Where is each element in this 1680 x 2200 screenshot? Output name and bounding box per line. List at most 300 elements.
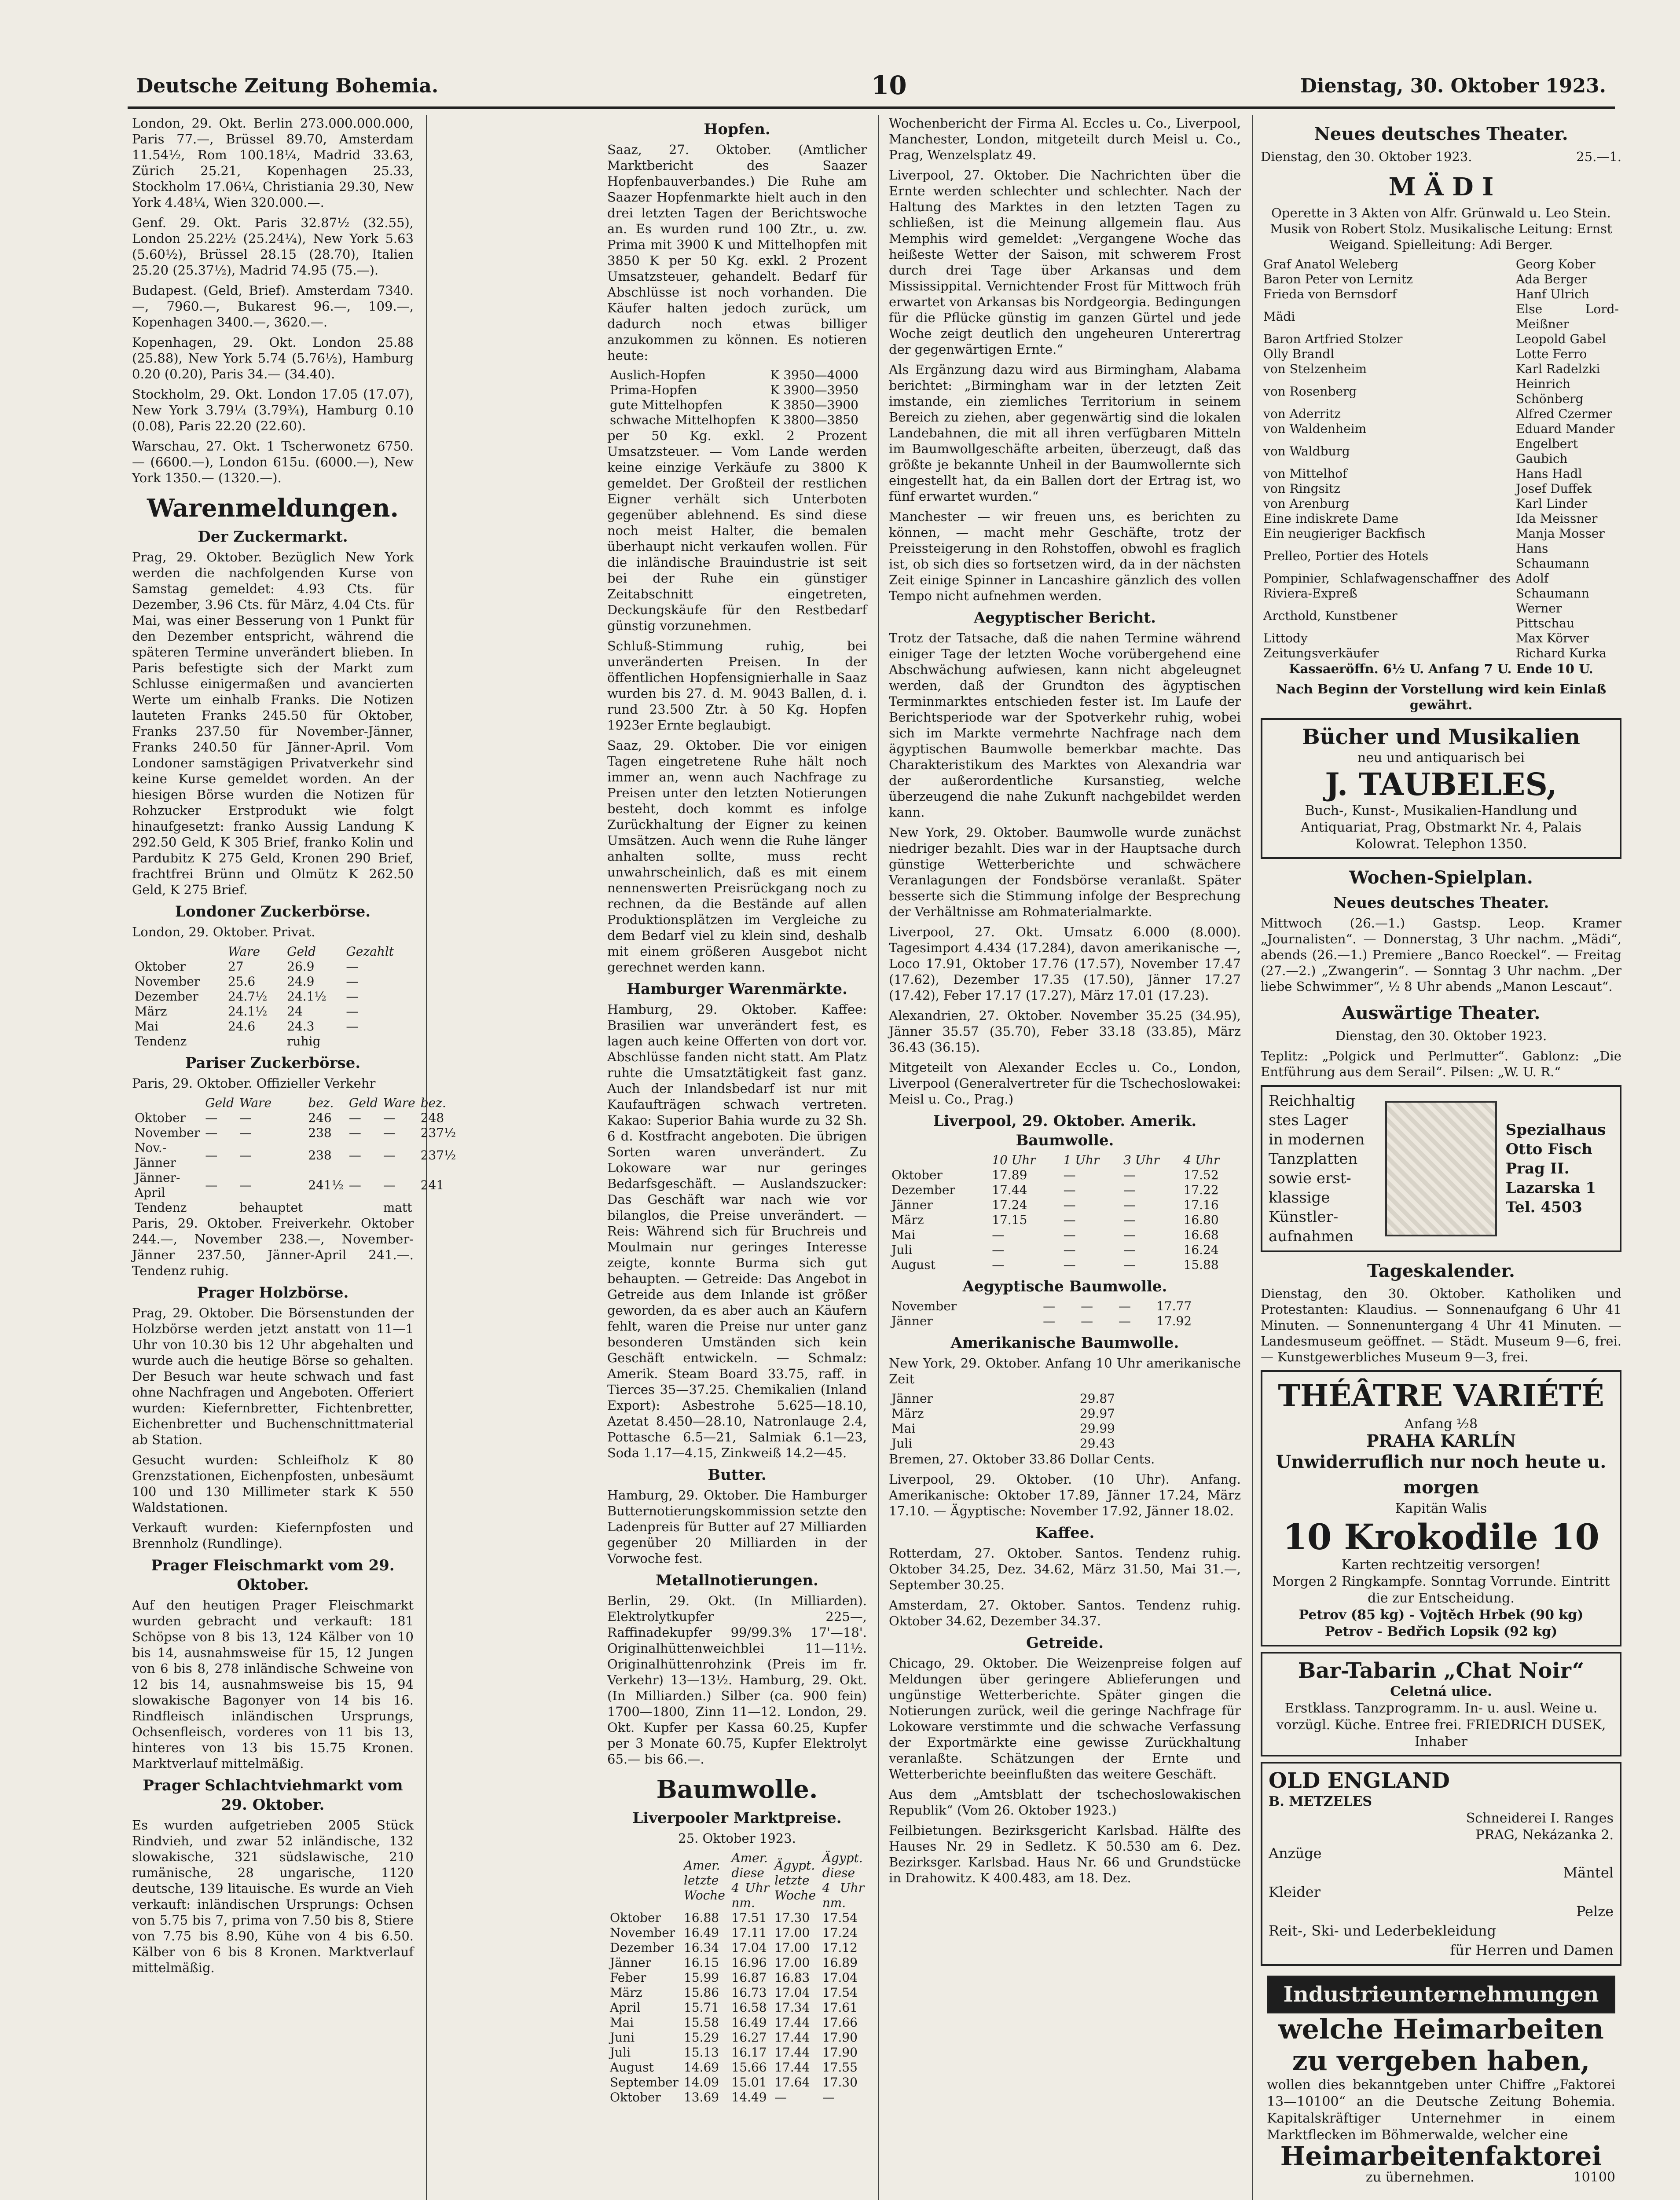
- table-row: [607, 1925, 867, 1940]
- table-row: [1261, 272, 1621, 287]
- table-row: [607, 368, 867, 383]
- table-cell: 16.89: [822, 1955, 858, 1970]
- table-cell: —: [383, 1111, 396, 1125]
- ad-otto-line: Prag II.: [1505, 1160, 1570, 1177]
- table-row: [1261, 362, 1621, 377]
- table-cell: 237½: [420, 1148, 456, 1162]
- exchange-paragraph: Warschau, 27. Okt. 1 Tscherwonetz 6750.— (6600.—), London 615u. (6000.—), New York 1350.— (1320.—).: [132, 439, 414, 485]
- table-row: [607, 413, 867, 428]
- london-zucker-table: [132, 944, 414, 1049]
- feilbietungen-text: Feilbietungen. Bezirksgericht Karlsbad. Hälfte des Hauses Nr. 29 in Sedletz. K 50.530 am 6. Dez. Bezirksger. Karlsbad. Haus Nr. 66 und Grundstücke in Drahowitz. K 400.483, am 18. Dez.: [889, 1823, 1241, 1885]
- table-cell: —: [1081, 1314, 1093, 1328]
- table-cell: —: [1063, 1258, 1076, 1272]
- ad-eng-title: OLD ENGLAND: [1269, 1768, 1450, 1793]
- ad-variete-fight1: Petrov (85 kg) - Vojtěch Hrbek (90 kg): [1299, 1607, 1584, 1623]
- table-cell: November: [135, 1126, 200, 1140]
- table-cell: —: [1119, 1299, 1131, 1313]
- table-cell: 15.13: [683, 2045, 719, 2060]
- table-row: [1261, 332, 1621, 347]
- table-cell: Heinrich Schönberg: [1515, 377, 1584, 406]
- table-cell: 16.73: [731, 1985, 767, 2000]
- hamburger-text: Hamburg, 29. Oktober. Kaffee: Brasilien war unverändert fest, es lagen auch keine Offerten von dort vor. Abschlüsse fanden nicht statt. Am Platz ruhte die Umsatztätigkeit fast ganz. Auch der Inlandsbedarf ist nur mit Kaufaufträgen schwach vertreten. Kakao: Superior Bahia wurde zu 32 Sh. 6 d. Kostfracht angeboten. Die übrigen Sorten waren unverändert. Zu Lokoware war nur geringes Bedarfsgeschäft. — Auslandszucker: Das Geschäft war nach wie vor bilanglos, die Preise unverändert. — Reis: Während sich für Bruchreis und Moulmain nur geringes Interesse zeigte, konnte Burma sich gut behaupten. — Getreide: Das Angebot in Getreide aus dem Inlande ist größer geworden, da es aber auch an Käufern fehlt, waren die Preise nur unter ganz besonderen Umständen sich kein Geschäft entwickeln. — Schmalz: Amerik. Steam Board 33.75, raff. in Tierces 35—37.25. Chemikalien (Inland Export): Asbestrohe 5.625—18.10, Azetat 8.450—28.10, Natronlauge 2.4, Pottasche 6.5—21, Salmiak 6.1—23, Soda 1.17—4.15, Zinkweiß 14.2—45.: [607, 1002, 867, 1460]
- table-cell: 14.49: [731, 2090, 767, 2105]
- ad-eng-item: Reit-, Ski- und Lederbekleidung: [1269, 1922, 1496, 1939]
- exchange-paragraph: London, 29. Okt. Berlin 273.000.000.000, Paris 77.—, Brüssel 89.70, Amsterdam 11.54½, Rom 100.18¼, Madrid 33.63, Zürich 25.21, Kopenhagen 25.33, Stockholm 17.06¼, Christiania 29.30, New York 4.48¼, Wien 320.000.—.: [132, 116, 414, 210]
- table-cell: 17.44: [774, 2030, 810, 2045]
- lp-amer-title: Liverpool, 29. Oktober. Amerik. Baumwolle.: [933, 1112, 1197, 1149]
- table-cell: 17.64: [774, 2075, 810, 2090]
- ad-taubeles-title: Bücher und Musikalien: [1302, 725, 1580, 749]
- table-cell: ruhig: [287, 1034, 321, 1049]
- theater-desc: Operette in 3 Akten von Alfr. Grünwald u. Leo Stein. Musik von Robert Stolz. Musikalische Leitung: Ernst Weigand. Spielleitung: Adi Berger.: [1270, 205, 1612, 252]
- table-cell: von Mittelhof: [1263, 466, 1347, 481]
- table-cell: 29.43: [1079, 1436, 1115, 1451]
- table-row: [1261, 496, 1621, 511]
- table-row: [1261, 287, 1621, 302]
- table-row: [132, 1140, 459, 1170]
- column-2: [607, 115, 867, 2200]
- paris-note: Paris, 29. Oktober. Freiverkehr. Oktober 244.—, November 238.—, November-Jänner 237.50, Jänner-April 241.—. Tendenz ruhig.: [132, 1216, 414, 1278]
- table-cell: von Ringsitz: [1263, 481, 1340, 496]
- ad-ind-end: zu übernehmen.: [1365, 2170, 1475, 2185]
- table-cell: Manja Mosser: [1515, 526, 1605, 541]
- table-cell: [202, 1200, 237, 1215]
- schluss-text: Schluß-Stimmung ruhig, bei unveränderten Preisen. In der öffentlichen Hopfensignierhalle in Saaz wurden bis 27. d. M. 9043 Ballen, d. i. rund 23.500 Ztr. à 50 Kg. Hopfen 1923er Ernte beglaubigt.: [607, 638, 867, 733]
- ad-otto-left: [1269, 1091, 1376, 1246]
- table-cell: 17.16: [1183, 1198, 1219, 1212]
- table-cell: Jänner: [891, 1314, 933, 1328]
- baumwolle-table: [607, 1851, 867, 2105]
- holz-text: Prag, 29. Oktober. Die Börsenstunden der Holzbörse werden jetzt anstatt von 11—1 Uhr von 10.30 bis 12 Uhr abgehalten und wurde auch die heutige Börse so gehalten. Der Besuch war heute schwach und fast ohne Nachfragen und Angeboten. Offeriert wurden: Kiefernbretter, Fichtenbretter, Eichenbretter und Buchenschnittmaterial ab Station.: [132, 1305, 414, 1447]
- table-row: [607, 2060, 867, 2075]
- baumwolle-date: 25. Oktober 1923.: [678, 1831, 796, 1846]
- table-cell: 24.3: [287, 1019, 315, 1034]
- table-cell: —: [346, 989, 359, 1004]
- table-cell: 17.54: [822, 1985, 858, 2000]
- metall-title: Metallnotierungen.: [656, 1572, 818, 1589]
- ad-noir-title: Bar-Tabarin „Chat Noir“: [1298, 1658, 1585, 1683]
- ad-taubeles-sub: neu und antiquarisch bei: [1357, 750, 1525, 766]
- column-divider: [878, 115, 879, 2200]
- ad-taubeles: [1261, 718, 1621, 859]
- ad-ind-sub: welche Heimarbeiten zu vergeben haben,: [1278, 2013, 1604, 2077]
- ad-eng-item: Kleider: [1269, 1884, 1321, 1900]
- page-number: 10: [871, 70, 907, 100]
- table-row: [889, 1228, 1241, 1243]
- birmingham-text: Als Ergänzung dazu wird aus Birmingham, Alabama berichtet: „Birmingham war in der letzten Zeit imstande, ein ziemliches Territorium in seinem Bereich zu ziehen, aber gegenwärtig sind die lokalen Landebahnen, die mit all ihren verfügbaren Mitteln im Baumwollgeschäfte arbeiten, überzeugt, daß das größte je bekannte Unheil in der Baumwollernte sich eingestellt hat, da ein Ballen dort der Ertrag ist, wo fünf erwartet wurden.“: [889, 362, 1241, 504]
- ad-industrie: [1261, 1971, 1621, 2190]
- table-cell: 16.87: [731, 1970, 767, 1985]
- table-row: [607, 1940, 867, 1955]
- table-row: [132, 959, 414, 974]
- manchester-text: Manchester — wir freuen uns, es berichten zu können, — macht mehr Geschäfte, trotz der Preissteigerung in den Rohstoffen, obwohl es fraglich ist, ob sich dies so fortsetzen wird, da in der nächsten Zeit einige Spinner in Lancashire gänzlich des vollen Tempo nicht aufnehmen werden.: [889, 509, 1241, 603]
- table-cell: 15.86: [683, 1985, 719, 2000]
- table-cell: 24.6: [227, 1019, 256, 1034]
- table-cell: Richard Kurka: [1515, 646, 1607, 660]
- table-cell: März: [610, 1985, 642, 2000]
- table-row: [607, 398, 867, 413]
- table-cell: 17.89: [992, 1168, 1027, 1182]
- table-cell: Mai: [891, 1228, 916, 1242]
- table-cell: Juli: [610, 2045, 631, 2060]
- table-cell: 29.87: [1079, 1391, 1115, 1406]
- table-header-cell: Geld: [348, 1096, 378, 1110]
- table-row: [1261, 601, 1621, 631]
- ad-noir-sub: Celetná ulice.: [1390, 1684, 1492, 1699]
- table-cell: —: [1063, 1168, 1076, 1182]
- table-cell: —: [205, 1111, 218, 1125]
- ad-eng-city: PRAG, Nekázanka 2.: [1475, 1827, 1614, 1843]
- table-row: [1261, 436, 1621, 466]
- table-row: [132, 989, 414, 1004]
- bremen-text: Bremen, 27. Oktober 33.86 Dollar Cents.: [889, 1452, 1155, 1467]
- subsection-title-zucker: Der Zuckermarkt.: [198, 528, 348, 546]
- table-cell: 17.44: [774, 2015, 810, 2030]
- table-header-cell: Geld: [287, 944, 316, 959]
- table-cell: [418, 1200, 459, 1215]
- table-header-cell: Geld: [205, 1096, 235, 1110]
- table-cell: —: [992, 1243, 1005, 1257]
- ad-chat-noir: [1261, 1652, 1621, 1756]
- table-cell: —: [822, 2090, 835, 2105]
- table-row: [889, 1421, 1241, 1436]
- table-cell: —: [1043, 1314, 1056, 1328]
- table-cell: —: [1043, 1299, 1056, 1313]
- auswaertig-text: Teplitz: „Polgick und Perlmutter“. Gablonz: „Die Entführung aus dem Serail“. Pilsen: „W. U. R.“: [1261, 1049, 1621, 1079]
- table-row: [889, 1299, 1241, 1314]
- table-cell: 17.04: [731, 1940, 767, 1955]
- table-cell: Juli: [891, 1243, 913, 1257]
- ad-eng-addr: Schneiderei I. Ranges: [1466, 1811, 1614, 1826]
- table-cell: Oktober: [891, 1168, 943, 1182]
- table-cell: Josef Duffek: [1515, 481, 1592, 496]
- table-cell: August: [610, 2060, 654, 2075]
- table-cell: 17.92: [1156, 1314, 1192, 1328]
- aegypt-text: Trotz der Tatsache, daß die nahen Termine während einiger Tage der letzten Woche vorübergehend eine Abschwächung aufwiesen, kann nicht abgeleugnet werden, daß der Grundton des ägyptischen Terminmarktes entschieden fester ist. Im Laufe der Berichtsperiode war der Spotverkehr ruhig, wobei sich im Markte vermehrte Nachfrage nach dem ägyptischen Baumwolle bemerkbar machte. Das Charakteristikum des Marktes von Alexandria war der außerordentliche Kursanstieg, welche überzeugend die nahe Zukunft nachgebildet werden kann.: [889, 631, 1241, 820]
- table-cell: —: [1063, 1198, 1076, 1212]
- table-row: [1261, 407, 1621, 422]
- table-cell: 24.9: [287, 974, 315, 989]
- table-cell: November: [610, 1925, 675, 1940]
- table-cell: Graf Anatol Weleberg: [1263, 257, 1399, 271]
- ad-otto-line: klassige: [1269, 1189, 1330, 1206]
- table-cell: 16.24: [1183, 1243, 1219, 1257]
- zucker-text: Prag, 29. Oktober. Bezüglich New York werden die nachfolgenden Kurse von Samstag gemeldet: 4.93 Cts. für Dezember, 3.96 Cts. für März, 4.04 Cts. für Mai, was einer Besserung von 1 Punkt für den Dezember entspricht, während die späteren Termine unverändert blieben. In Paris befestigte sich der Markt zum Schlusse einigermaßen und avancierten Werte um einhalb Franks. Die Notizen lauteten Franks 245.50 für Oktober, Franks 237.50 für November-Jänner, Franks 240.50 für Jänner-April. Vom Londoner samstägigen Privatverkehr sind keine Kurse gemeldet worden. An der hiesigen Börse wurden die Notizen für Rohzucker Erstprodukt wie folgt hinaufgesetzt: franko Aussig Landung K 292.50 Geld, K 305 Brief, franko Kolin und Pardubitz K 275 Geld, Kronen 290 Brief, frachtfrei Brünn und Olmütz K 262.50 Geld, K 275 Brief.: [132, 550, 414, 897]
- table-cell: 17.66: [822, 2015, 858, 2030]
- theater-times: Kassaeröffn. 6½ U. Anfang 7 U. Ende 10 U.: [1289, 661, 1593, 676]
- hopfen-title: Hopfen.: [704, 121, 770, 138]
- ad-otto-line: in modernen: [1269, 1131, 1365, 1148]
- table-row: [889, 1198, 1241, 1213]
- chicago-text: Chicago, 29. Oktober. Die Weizenpreise folgen auf Meldungen über geringere Ablieferungen und ungünstige Wetterberichte. Später gingen die Notierungen zurück, weil die geringe Nachfrage für Lokoware verstimmte und die schwache Verfassung der Exportmärkte eine gewisse Zurückhaltung veranlaßte. Schätzungen der Ernte und Wetterberichte beeinflußten das weitere Geschäft.: [889, 1656, 1241, 1782]
- tages-text: Dienstag, den 30. Oktober. Katholiken und Protestanten: Klaudius. — Sonnenaufgang 6 Uhr 41 Minuten. — Sonnenuntergang 4 Uhr 41 Minuten. — Landesmuseum geöffnet. — Städt. Museum 9—6, frei. — Kunstgewerbliches Museum 9—3, frei.: [1261, 1286, 1621, 1364]
- table-cell: —: [239, 1111, 252, 1125]
- ad-taubeles-addr: Buch-, Kunst-, Musikalien-Handlung und Antiquariat, Prag, Obstmarkt Nr. 4, Palais Kolowrat. Telephon 1350.: [1300, 803, 1582, 852]
- lp-aeg-title: Aegyptische Baumwolle.: [962, 1278, 1167, 1295]
- newspaper-title: Deutsche Zeitung Bohemia.: [136, 75, 439, 97]
- table-cell: Mai: [891, 1421, 916, 1436]
- table-cell: —: [1123, 1183, 1136, 1197]
- table-cell: matt: [383, 1200, 412, 1215]
- ad-variete-sunday: Morgen 2 Ringkampfe. Sonntag Vorrunde. Eintritt die zur Entscheidung.: [1272, 1574, 1610, 1606]
- ad-otto-line: Tanzplatten: [1269, 1150, 1358, 1168]
- table-row: [1261, 541, 1621, 571]
- table-cell: Ein neugieriger Backfisch: [1263, 526, 1426, 541]
- table-cell: —: [1063, 1213, 1076, 1227]
- table-row: [607, 2090, 867, 2105]
- table-cell: Zeitungsverkäufer: [1263, 646, 1379, 660]
- table-cell: —: [1123, 1243, 1136, 1257]
- table-cell: —: [348, 1111, 361, 1125]
- paris-zucker-head: Paris, 29. Oktober. Offizieller Verkehr: [132, 1076, 376, 1091]
- table-cell: Ida Meissner: [1515, 511, 1598, 526]
- table-cell: 27: [227, 959, 244, 974]
- table-cell: 16.34: [683, 1940, 719, 1955]
- auswaertig-date: Dienstag, den 30. Oktober 1923.: [1335, 1028, 1547, 1043]
- ad-otto-line: Otto Fisch: [1505, 1140, 1592, 1158]
- table-cell: [346, 1200, 381, 1215]
- ad-variete-title: THÉÂTRE VARIÉTÉ: [1278, 1379, 1604, 1414]
- table-row: [1261, 571, 1621, 601]
- table-cell: Jänner: [891, 1391, 933, 1406]
- exchange-paragraph: Stockholm, 29. Okt. London 17.05 (17.07), New York 3.79¼ (3.79¾), Hamburg 0.10 (0.08), Paris 22.20 (22.60).: [132, 387, 414, 433]
- table-cell: Juni: [610, 2030, 635, 2045]
- table-cell: 16.96: [731, 1955, 767, 1970]
- table-row: [132, 1111, 459, 1126]
- wochen-text: Mittwoch (26.—1.) Gastsp. Leop. Kramer „Journalisten“. — Donnerstag, 3 Uhr nachm. „Mädi“, abends (26.—1.) Premiere „Banco Roeckel“. — Freitag (27.—2.) „Zwangerin“. — Sonntag 3 Uhr nachm. „Der liebe Schwimmer“, ½ 8 Uhr abends „Manon Lescaut“.: [1261, 916, 1621, 994]
- ad-eng-item: für Herren und Damen: [1450, 1942, 1614, 1958]
- table-cell: 13.69: [683, 2090, 719, 2105]
- table-cell: 238: [308, 1148, 332, 1162]
- liverpool2-text: Liverpool, 29. Oktober. (10 Uhr). Anfang. Amerikanische: Oktober 17.89, Jänner 17.24, März 17.10. — Ägyptische: November 17.92, Jänner 18.02.: [889, 1472, 1241, 1518]
- table-cell: 17.11: [731, 1925, 767, 1940]
- column-3: [889, 115, 1241, 2200]
- amsterdam-text: Amsterdam, 27. Oktober. Santos. Tendenz ruhig. Oktober 34.62, Dezember 34.37.: [889, 1598, 1241, 1628]
- table-cell: 17.55: [822, 2060, 858, 2075]
- hopfen-text-2: per 50 Kg. exkl. 2 Prozent Umsatzsteuer. — Vom Lande werden keine einzige Verkäufe zu 3800 K gemeldet. Der Großteil der restlichen Eigner verhält sich Unterboten gegenüber ablehnend. Es sind diese noch meist Halter, die bemalen überhaupt nicht verkaufen wollen. Für die inländische Brauindustrie ist seit bei der Ruhe ein günstiger Zeitabschnitt eingetreten, Deckungskäufe für den Restbedarf günstig vorzunehmen.: [607, 428, 867, 633]
- table-cell: —: [1119, 1314, 1131, 1328]
- table-cell: Nov.-Jänner: [135, 1140, 176, 1170]
- table-cell: [305, 1200, 346, 1215]
- table-cell: von Arenburg: [1263, 496, 1350, 511]
- table-cell: gute Mittelhopfen: [610, 398, 723, 412]
- table-cell: Prelleo, Portier des Hotels: [1263, 549, 1429, 563]
- table-cell: 17.77: [1156, 1299, 1192, 1313]
- table-cell: —: [1063, 1183, 1076, 1197]
- table-cell: —: [346, 974, 359, 989]
- table-cell: Ada Berger: [1515, 272, 1588, 286]
- table-header-cell: [132, 944, 225, 959]
- table-cell: 17.24: [992, 1198, 1027, 1212]
- theater-abo: 25.—1.: [1576, 149, 1621, 164]
- paris-zucker-title: Pariser Zuckerbörse.: [185, 1054, 361, 1072]
- table-row: [1261, 646, 1621, 661]
- ad-variete-fight2: Petrov - Bedřich Lopsik (92 kg): [1324, 1624, 1558, 1639]
- ny-head: New York, 29. Oktober. Anfang 10 Uhr amerikanische Zeit: [889, 1356, 1241, 1386]
- table-header-cell: 10 Uhr: [992, 1153, 1036, 1167]
- theater-note: Nach Beginn der Vorstellung wird kein Einlaß gewährt.: [1276, 682, 1607, 712]
- table-cell: —: [1063, 1228, 1076, 1242]
- table-cell: 15.71: [683, 2000, 719, 2015]
- table-cell: 24.7½: [227, 989, 268, 1004]
- exchange-paragraph: Genf. 29. Okt. Paris 32.87½ (32.55), London 25.22½ (25.24¼), New York 5.63 (5.60½), Brüssel 28.15 (28.70), Italien 25.20 (25.37½), Madrid 74.95 (75.—).: [132, 215, 414, 278]
- ad-ind-num: 10100: [1573, 2170, 1615, 2185]
- table-cell: November: [135, 974, 200, 989]
- table-cell: Karl Linder: [1515, 496, 1588, 511]
- table-cell: 15.66: [731, 2060, 767, 2075]
- table-cell: Jänner: [891, 1198, 933, 1212]
- schlacht-text: Es wurden aufgetrieben 2005 Stück Rindvieh, und zwar 52 inländische, 132 slowakische, 321 südslawische, 210 rumänische, 28 ungarische, 1120 deutsche, 139 litauische. Es wurde an Vieh verkauft: inländischen Ursprungs: Ochsen von 5.75 bis 7, prima von 7.50 bis 8, Stiere von 7.75 bis 8.90, Kühe von 4 bis 6.50. Kälber von 6 bis 8 Kronen. Marktverlauf mittelmäßig.: [132, 1818, 414, 1975]
- table-cell: Alfred Czermer: [1515, 407, 1612, 421]
- table-cell: Olly Brandl: [1263, 347, 1335, 361]
- table-row: [889, 1168, 1241, 1183]
- table-cell: 24: [287, 1004, 303, 1019]
- ad-otto-line: Reichhaltig: [1269, 1092, 1355, 1110]
- table-cell: März: [891, 1406, 924, 1421]
- table-cell: 15.29: [683, 2030, 719, 2045]
- table-cell: —: [1123, 1168, 1136, 1182]
- table-cell: Baron Artfried Stolzer: [1263, 332, 1403, 346]
- table-cell: Feber: [610, 1970, 646, 1985]
- hopfen-text: Saaz, 27. Oktober. (Amtlicher Marktbericht des Saazer Hopfenbauverbandes.) Die Ruhe am Saazer Hopfenmarkte hielt auch in den drei letzten Tagen der Berichtswoche an. Es wurden rund 100 Ztr., u. zw. Prima mit 3900 K und Mittelhopfen mit 3850 K per 50 Kg. exkl. 2 Prozent Umsatzsteuer, gehandelt. Bedarf für Abschlüsse ist noch vorhanden. Die Käufer halten jedoch zurück, um dadurch noch etwas billiger anzukommen zu können. Es notieren heute:: [607, 142, 867, 363]
- table-cell: 17.04: [774, 1985, 810, 2000]
- table-cell: —: [348, 1126, 361, 1140]
- table-row: [1261, 511, 1621, 526]
- kaffee-title: Kaffee.: [1035, 1524, 1095, 1542]
- table-row: [1261, 526, 1621, 541]
- ad-ind-title: Industrieunternehmungen: [1267, 1976, 1615, 2013]
- table-cell: Littody: [1263, 631, 1308, 645]
- table-row: [132, 974, 414, 989]
- table-cell: —: [774, 2090, 787, 2105]
- table-cell: 16.58: [731, 2000, 767, 2015]
- liverpool27-text: Liverpool, 27. Okt. Umsatz 6.000 (8.000). Tagesimport 4.434 (17.284), davon amerikanische —, Loco 17.91, Oktober 17.76 (17.57), November 17.47 (17.62), Dezember 17.35 (17.50), Jänner 17.27 (17.42), Feber 17.17 (17.27), März 17.01 (17.23).: [889, 924, 1241, 1003]
- table-cell: Jänner: [610, 1955, 651, 1970]
- metall-text: Berlin, 29. Okt. (In Milliarden). Elektrolytkupfer 225—, Raffinadekupfer 99/99.3% 17'—18'. Originalhüttenweichblei 11—11½. Originalhüttenrohzink (Preis im fr. Verkehr) 13—13½. Hamburg, 29. Okt. (In Milliarden.) Silber (ca. 900 fein) 1700—1800, Zinn 11—12. London, 29. Okt. Kupfer per Kassa 60.25, Kupfer per 3 Monate 60.75, Kupfer Elektrolyt 65.— bis 66.—.: [607, 1593, 867, 1767]
- table-cell: Tendenz: [135, 1200, 187, 1215]
- ad-ind-big: Heimarbeitenfaktorei: [1280, 2141, 1602, 2172]
- ad-otto-line: Künstler-: [1269, 1208, 1339, 1226]
- getreide-title: Getreide.: [1026, 1634, 1104, 1652]
- table-cell: November: [891, 1299, 957, 1313]
- table-header-cell: Ware: [239, 1096, 272, 1110]
- table-cell: Dezember: [610, 1940, 674, 1955]
- table-cell: Arcthold, Kunstbener: [1263, 609, 1398, 623]
- paris-zucker-table: [132, 1096, 459, 1215]
- table-cell: März: [891, 1213, 924, 1227]
- exchange-paragraph: Kopenhagen, 29. Okt. London 25.88 (25.88), New York 5.74 (5.76½), Hamburg 0.20 (0.20), Paris 34.— (34.40).: [132, 335, 414, 381]
- table-row: [889, 1314, 1241, 1329]
- table-cell: 15.88: [1183, 1258, 1219, 1272]
- hopfen-price-table: [607, 368, 867, 428]
- schlacht-title: Prager Schlachtviehmarkt vom 29. Oktober.: [143, 1777, 403, 1814]
- table-header-cell: 4 Uhr: [1183, 1153, 1220, 1167]
- table-cell: 24.1½: [227, 1004, 268, 1019]
- fleisch-text: Auf den heutigen Prager Fleischmarkt wurden gebracht und verkauft: 181 Schöpse von 8 bis 13, 124 Kälber von 10 bis 14, ausnahmsweise für 15, 12 Jungen von 6 bis 8, 278 inländische Schweine von 12 bis 14, ausnahmsweise bis 15, 94 slowakische Bagonyer von 14 bis 16. Rindfleisch inländischen Ursprungs, Ochsenfleisch, vorderes von 11 bis 13, hinteres von 13 bis 15.75 Kronen. Marktverlauf mittelmäßig.: [132, 1598, 414, 1771]
- table-row: [132, 1200, 459, 1215]
- table-row: [607, 2075, 867, 2090]
- hamburger-title: Hamburger Warenmärkte.: [627, 980, 847, 998]
- table-cell: 238: [308, 1126, 332, 1140]
- table-cell: 17.44: [992, 1183, 1027, 1197]
- tages-title: Tageskalender.: [1367, 1261, 1515, 1281]
- table-cell: K 3950—4000: [770, 368, 858, 382]
- newyork-text: New York, 29. Oktober. Baumwolle wurde zunächst niedriger bezahlt. Dies war in der Hauptsache durch günstige Wetterberichte und schwächere Veranlagungen der Fondsbörse veranlaßt. Später besserte sich die Stimmung infolge der Besprechung der Verhältnisse am Rohmaterialmarkte.: [889, 825, 1241, 919]
- ad-variete-slogan: Unwiderruflich nur noch heute u. morgen: [1276, 1452, 1607, 1498]
- section-title-warenmeldungen: Warenmeldungen.: [147, 494, 399, 523]
- table-cell: 16.49: [731, 2015, 767, 2030]
- table-cell: 16.27: [731, 2030, 767, 2045]
- table-cell: 17.12: [822, 1940, 858, 1955]
- table-cell: Hanf Ulrich: [1515, 287, 1589, 301]
- table-cell: Juli: [891, 1436, 913, 1451]
- table-cell: Max Körver: [1515, 631, 1589, 645]
- table-cell: 17.30: [774, 1910, 810, 1925]
- saaz-text: Saaz, 29. Oktober. Die vor einigen Tagen eingetretene Ruhe hält noch immer an, wenn auch Nachfrage zu Preisen unter den letzten Notierungen besteht, doch kommt es infolge Zurückhaltung der Eigner zu keinen Umsätzen. Auch wenn die Ruhe länger anhalten sollte, muss recht unwahrscheinlich, daß es mit einem nennenswerten Preisrückgang noch zu rechnen, da die Bestände auf allen Produktionsplätzen im Vergleiche zu dem Bedarf viel zu klein sind, deshalb mit einem größeren Ausgebot nicht gerechnet werden kann.: [607, 738, 867, 975]
- table-row: [607, 1970, 867, 1985]
- wochen-sub: Neues deutsches Theater.: [1333, 894, 1549, 912]
- table-cell: Frieda von Bernsdorf: [1263, 287, 1397, 301]
- table-cell: Eine indiskrete Dame: [1263, 511, 1399, 526]
- table-cell: 14.69: [683, 2060, 719, 2075]
- table-cell: Oktober: [610, 1910, 661, 1925]
- table-cell: September: [610, 2075, 679, 2090]
- gesucht-text: Gesucht wurden: Schleifholz K 80 Grenzstationen, Eichenpfosten, unbesäumt 100 und 130 Millimeter stark K 550 Waldstationen.: [132, 1452, 414, 1515]
- table-cell: —: [1123, 1258, 1136, 1272]
- table-cell: 17.52: [1183, 1168, 1219, 1182]
- table-row: [1261, 302, 1621, 332]
- aegypt-title: Aegyptischer Bericht.: [973, 609, 1156, 627]
- table-cell: —: [346, 1019, 359, 1034]
- ad-taubeles-name: J. TAUBELES,: [1325, 766, 1557, 803]
- table-cell: 246: [308, 1111, 332, 1125]
- ad-eng-name: B. METZELES: [1269, 1794, 1372, 1809]
- ad-variete-ticket: Karten rechtzeitig versorgen!: [1341, 1557, 1541, 1573]
- table-row: [132, 1004, 414, 1019]
- table-cell: 16.15: [683, 1955, 719, 1970]
- table-cell: Auslich-Hopfen: [610, 368, 706, 382]
- table-row: [607, 2015, 867, 2030]
- table-cell: Leopold Gabel: [1515, 332, 1606, 346]
- table-cell: 17.30: [822, 2075, 858, 2090]
- lp-amer-table: [889, 1153, 1241, 1272]
- table-cell: 241: [420, 1178, 444, 1192]
- table-cell: —: [346, 1004, 359, 1019]
- table-cell: Oktober: [135, 1111, 186, 1125]
- ad-ind-text: wollen dies bekanntgeben unter Chiffre „Faktorei 13—10100“ an die Deutsche Zeitung Bohemia. Kapitalskräftiger Unternehmer in einem Marktflecken im Böhmerwalde, welcher eine: [1267, 2077, 1615, 2143]
- table-row: [607, 2030, 867, 2045]
- london-zucker-head: London, 29. Oktober. Privat.: [132, 924, 315, 939]
- liverpool-text: Liverpool, 27. Oktober. Die Nachrichten über die Ernte werden schlechter und schlechter. Nach der Haltung des Marktes in den letzten Tagen zu schließen, ist die Meinung allgemein flau. Aus Memphis wird gemeldet: „Vergangene Woche das heißeste Wetter der Saison, mit schwerem Frost durch drei Tage über Arkansas und dem Mississippital. Vernichtender Frost für Mittwoch früh erwartet von Arkansas bis Nordgeorgia. Bedingungen für die Pflücke günstig im ganzen Gürtel und jede Woche zeigt deutlich den ungeheuren Unterertrag der gegenwärtigen Ernte.“: [889, 168, 1241, 357]
- alexandrien-text: Alexandrien, 27. Oktober. November 35.25 (34.95), Jänner 35.57 (35.70), Feber 33.18 (33.85), März 36.43 (36.15).: [889, 1008, 1241, 1055]
- table-cell: Else Lord-Meißner: [1515, 302, 1619, 331]
- table-header-cell: 3 Uhr: [1123, 1153, 1159, 1167]
- column-4: [1261, 115, 1621, 2200]
- table-header-cell: Ägypt. letzte Woche: [774, 1858, 816, 1903]
- table-cell: Dezember: [135, 989, 198, 1004]
- table-cell: [343, 1034, 414, 1049]
- table-cell: von Waldenheim: [1263, 422, 1367, 436]
- table-cell: —: [383, 1178, 396, 1192]
- verkauft-text: Verkauft wurden: Kiefernpfosten und Brennholz (Rundlinge).: [132, 1520, 414, 1551]
- baumwolle-title: Baumwolle.: [656, 1775, 818, 1804]
- ad-otto-line: stes Lager: [1269, 1111, 1348, 1129]
- table-cell: —: [205, 1178, 218, 1192]
- table-cell: 16.88: [683, 1910, 719, 1925]
- ad-otto-line: Lazarska 1: [1505, 1179, 1596, 1197]
- table-cell: —: [1063, 1243, 1076, 1257]
- table-cell: 17.44: [774, 2045, 810, 2060]
